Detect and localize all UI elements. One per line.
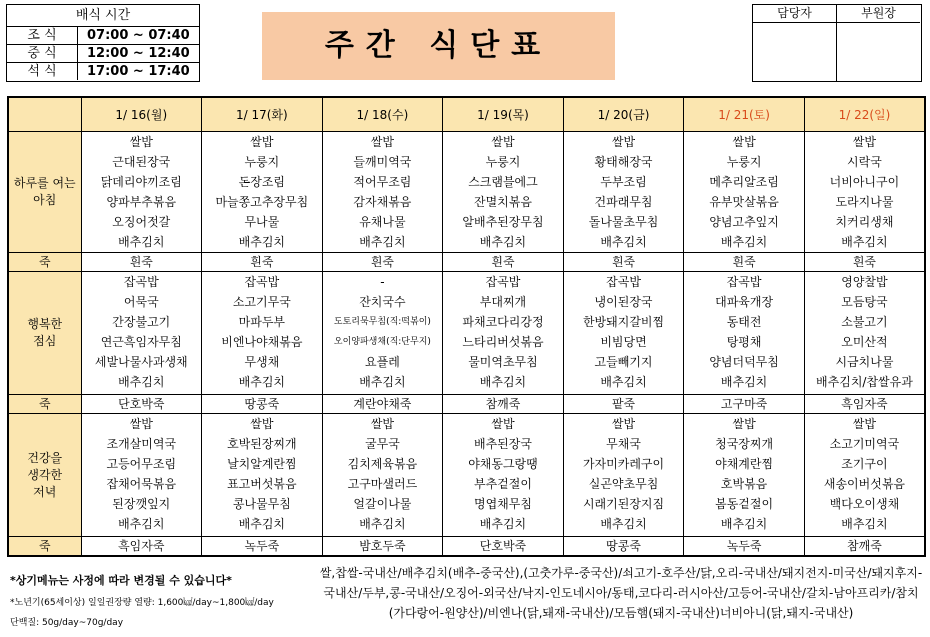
porridge-row [8, 537, 925, 557]
menu-item: 쌀밥 [491, 417, 515, 431]
menu-cell [81, 132, 202, 253]
menu-item: 호박볶음 [720, 477, 768, 491]
menu-item: 백다오이생채 [829, 497, 900, 511]
porridge-cell: 고구마죽 [684, 395, 805, 414]
menu-item: 소불고기 [841, 315, 888, 329]
menu-item: 돈장조림 [238, 175, 286, 189]
porridge-cell: 흰죽 [684, 253, 805, 272]
menu-item: 가자미카레구이 [582, 457, 665, 471]
menu-item: 건파래무침 [594, 195, 653, 209]
menu-item: 닭데리야끼조림 [100, 175, 182, 189]
menu-item: 잡곡밥 [123, 275, 159, 289]
menu-item: 배추김치 [118, 235, 165, 249]
menu-item: 마늘쫑고추장무침 [215, 195, 309, 209]
menu-item: 부추겉절이 [473, 477, 532, 491]
porridge-cell: 흑임자죽 [804, 395, 925, 414]
menu-item: 도라지나물 [835, 195, 894, 209]
menu-item: 오이양파생채(직:단무지) [333, 337, 431, 347]
day-header: 1/ 18(수) [322, 97, 443, 132]
menu-item: 고들빼기지 [594, 355, 653, 369]
porridge-cell: 흰죽 [563, 253, 684, 272]
menu-item: 배추김치 [720, 517, 768, 531]
menu-item: 봄동겉절이 [715, 497, 774, 511]
menu-item: 쌀밥 [732, 135, 756, 149]
day-header: 1/ 22(일) [804, 97, 925, 132]
menu-item: 쌀밥 [250, 135, 274, 149]
serving-label: 중 식 [7, 45, 78, 62]
menu-item: 조기구이 [841, 457, 888, 471]
menu-item: 양념고추잎지 [709, 215, 779, 229]
menu-cell [684, 132, 805, 253]
serving-time: 17:00 ~ 17:40 [87, 64, 190, 79]
menu-item: 청국장찌개 [715, 437, 774, 451]
serving-label: 석 식 [7, 63, 78, 80]
menu-item: 쌀밥 [370, 417, 394, 431]
menu-item: 배추김치 [238, 375, 286, 389]
porridge-label: 죽 [8, 253, 81, 272]
menu-item: 알배추된장무침 [462, 215, 544, 229]
menu-item: 배추김치 [841, 235, 888, 249]
menu-cell [322, 132, 443, 253]
menu-item: - [380, 275, 385, 289]
menu-item: 누룽지 [485, 155, 521, 169]
menu-item: 누룽지 [244, 155, 280, 169]
menu-item: 배추김치 [479, 375, 527, 389]
porridge-cell: 밤호두죽 [322, 537, 443, 557]
menu-item: 잡곡밥 [485, 275, 521, 289]
change-notice: *상기메뉴는 사정에 따라 변경될 수 있습니다* [10, 574, 232, 587]
menu-item: 파채코다리강정 [462, 315, 544, 329]
menu-item: 동태전 [726, 315, 762, 329]
menu-item: 배추김치 [479, 235, 527, 249]
menu-item: 쌀밥 [129, 135, 153, 149]
menu-item: 세발나물사과생채 [94, 355, 188, 369]
porridge-cell: 녹두죽 [684, 537, 805, 557]
origin-info: 쌀,찹쌀-국내산/배추김치(배추-중국산),(고춧가루-중국산)/쇠고기-호주산/닭,오리-국내산/돼지전지-미국산/돼지후지-국내산/두부,콩-국내산/오징어-외국산/낙지-인도네시아/동태,코다리-러시아산/고등어-국내산/갈치-남아프리카/참치(가다랑어-원양산)/비엔나(닭,돼재-국내산)/모듬햄(돼지-국내산)너비아니(닭,돼지-국내산) [319, 566, 923, 620]
menu-item: 소고기미역국 [829, 437, 900, 451]
menu-item: 황태해장국 [594, 155, 653, 169]
menu-item: 도토리묵무침(직:떡볶이) [333, 317, 431, 327]
porridge-cell: 참깨죽 [443, 395, 564, 414]
porridge-row [8, 395, 925, 414]
menu-item: 배추김치 [118, 375, 165, 389]
menu-item: 연근흑임자무침 [100, 335, 182, 349]
serving-time: 07:00 ~ 07:40 [87, 28, 190, 43]
menu-item: 배추김치/찹쌀유과 [816, 375, 913, 389]
menu-cell [684, 414, 805, 537]
menu-item: 배추김치 [600, 235, 647, 249]
menu-cell [684, 272, 805, 395]
menu-item: 양파부추볶음 [106, 195, 177, 209]
menu-item: 잔멸치볶음 [473, 195, 532, 209]
menu-item: 쌀밥 [491, 135, 515, 149]
menu-item: 잡곡밥 [726, 275, 762, 289]
menu-item: 영양찰밥 [841, 275, 888, 289]
menu-item: 콩나물무침 [232, 497, 291, 511]
meal-label: 행복한 점심 [8, 272, 81, 395]
serving-time: 12:00 ~ 12:40 [87, 46, 190, 61]
menu-cell [563, 132, 684, 253]
menu-item: 시락국 [847, 155, 882, 169]
meal-label: 건강을 생각한 저녁 [8, 414, 81, 537]
meal-label: 하루를 여는 아침 [8, 132, 81, 253]
menu-item: 오미산적 [841, 335, 888, 349]
menu-item: 고구마샐러드 [347, 477, 418, 491]
menu-item: 된장깻잎지 [112, 497, 171, 511]
menu-item: 누룽지 [726, 155, 762, 169]
weekly-menu-table [7, 96, 926, 557]
porridge-cell: 단호박죽 [443, 537, 564, 557]
menu-item: 호박된장찌개 [227, 437, 297, 451]
menu-cell [202, 132, 323, 253]
menu-item: 들깨미역국 [353, 155, 412, 169]
porridge-cell: 흰죽 [443, 253, 564, 272]
menu-item: 배추김치 [720, 235, 768, 249]
menu-item: 무나물 [244, 215, 280, 229]
menu-item: 배추김치 [600, 375, 647, 389]
serving-row-dinner [7, 63, 199, 80]
menu-item: 비엔나야채볶음 [221, 335, 303, 349]
menu-item: 잔치국수 [359, 295, 406, 309]
menu-cell [81, 272, 202, 395]
meal-row [8, 272, 925, 395]
menu-item: 새송이버섯볶음 [823, 477, 906, 491]
menu-item: 무생채 [244, 355, 280, 369]
menu-cell [563, 414, 684, 537]
porridge-cell: 녹두죽 [202, 537, 323, 557]
day-header: 1/ 21(토) [684, 97, 805, 132]
menu-item: 물미역초무침 [468, 355, 538, 369]
menu-item: 근대된장국 [112, 155, 171, 169]
menu-item: 스크램블에그 [468, 175, 538, 189]
menu-item: 쌀밥 [129, 417, 153, 431]
menu-item: 잡곡밥 [606, 275, 641, 289]
menu-item: 너비아니구이 [829, 175, 900, 189]
porridge-cell: 단호박죽 [81, 395, 202, 414]
menu-item: 배추된장국 [473, 437, 532, 451]
menu-item: 쌀밥 [852, 135, 877, 149]
menu-item: 시금치나물 [835, 355, 894, 369]
menu-item: 두부조림 [600, 175, 647, 189]
porridge-cell: 참깨죽 [804, 537, 925, 557]
menu-cell [443, 272, 564, 395]
porridge-label: 죽 [8, 537, 81, 557]
menu-cell [322, 272, 443, 395]
menu-item: 오징어젓갈 [112, 215, 171, 229]
menu-item: 배추김치 [238, 517, 286, 531]
approval-header: 담당자 [753, 5, 836, 23]
approval-box [752, 4, 922, 82]
porridge-cell: 흰죽 [804, 253, 925, 272]
porridge-cell: 땅콩죽 [202, 395, 323, 414]
menu-item: 배추김치 [841, 517, 888, 531]
menu-cell [202, 272, 323, 395]
serving-row-breakfast [7, 27, 199, 45]
menu-item: 고등어무조림 [106, 457, 177, 471]
porridge-cell: 흰죽 [322, 253, 443, 272]
menu-item: 명엽채무침 [473, 497, 532, 511]
approval-col-manager [753, 5, 837, 81]
menu-cell [322, 414, 443, 537]
menu-item: 쌀밥 [611, 417, 636, 431]
menu-item: 표고버섯볶음 [227, 477, 297, 491]
energy-recommendation: *노년기(65세이상) 일일권장량 열량: 1,600㎉/day~1,800㎉/day [10, 598, 274, 608]
menu-item: 메추리알조림 [709, 175, 779, 189]
menu-item: 배추김치 [720, 375, 768, 389]
menu-cell [443, 132, 564, 253]
menu-item: 야채동그랑땡 [468, 457, 538, 471]
menu-item: 잡곡밥 [244, 275, 280, 289]
menu-item: 마파두부 [238, 315, 286, 329]
menu-item: 비빔당면 [600, 335, 647, 349]
porridge-cell: 땅콩죽 [563, 537, 684, 557]
menu-item: 유부맛살볶음 [709, 195, 779, 209]
approval-header: 부원장 [837, 5, 920, 23]
porridge-cell: 팥죽 [563, 395, 684, 414]
protein-recommendation: 단백질: 50g/day~70g/day [10, 618, 124, 628]
serving-label: 조 식 [7, 27, 78, 44]
menu-item: 잡채어묵볶음 [106, 477, 177, 491]
menu-item: 실곤약초무침 [588, 477, 659, 491]
day-header-row [8, 97, 925, 132]
day-header: 1/ 17(화) [202, 97, 323, 132]
menu-item: 한방돼지갈비찜 [582, 315, 665, 329]
menu-item: 쌀밥 [852, 417, 877, 431]
menu-cell [81, 414, 202, 537]
meal-row [8, 414, 925, 537]
menu-item: 쌀밥 [250, 417, 274, 431]
day-header: 1/ 16(월) [81, 97, 202, 132]
porridge-cell: 흰죽 [202, 253, 323, 272]
menu-item: 부대찌개 [479, 295, 527, 309]
menu-item: 간장불고기 [112, 315, 171, 329]
menu-item: 배추김치 [479, 517, 527, 531]
menu-item: 배추김치 [359, 235, 406, 249]
approval-col-director [837, 5, 920, 81]
menu-item: 배추김치 [359, 375, 406, 389]
menu-item: 배추김치 [238, 235, 286, 249]
menu-item: 무채국 [606, 437, 641, 451]
menu-item: 감자채볶음 [353, 195, 412, 209]
menu-item: 느타리버섯볶음 [462, 335, 544, 349]
meal-row [8, 132, 925, 253]
menu-item: 냉이된장국 [594, 295, 653, 309]
menu-item: 김치제육볶음 [347, 457, 418, 471]
menu-item: 유채나물 [359, 215, 406, 229]
menu-item: 야채계란찜 [715, 457, 774, 471]
menu-item: 얼갈이나물 [353, 497, 412, 511]
porridge-cell: 계란야채죽 [322, 395, 443, 414]
porridge-label: 죽 [8, 395, 81, 414]
menu-item: 굴무국 [365, 437, 400, 451]
menu-item: 배추김치 [600, 517, 647, 531]
menu-item: 어묵국 [123, 295, 159, 309]
serving-times-box [6, 4, 200, 82]
porridge-cell: 흑임자죽 [81, 537, 202, 557]
menu-item: 모듬탕국 [841, 295, 888, 309]
menu-item: 양념더덕무침 [709, 355, 779, 369]
menu-item: 소고기무국 [232, 295, 291, 309]
porridge-cell: 흰죽 [81, 253, 202, 272]
menu-cell [804, 132, 925, 253]
day-header: 1/ 19(목) [443, 97, 564, 132]
porridge-row [8, 253, 925, 272]
menu-item: 쌀밥 [370, 135, 394, 149]
menu-cell [202, 414, 323, 537]
menu-item: 쌀밥 [611, 135, 636, 149]
menu-item: 조개살미역국 [106, 437, 177, 451]
day-header: 1/ 20(금) [563, 97, 684, 132]
menu-cell [443, 414, 564, 537]
menu-cell [804, 272, 925, 395]
menu-item: 탕평채 [726, 335, 762, 349]
corner-cell [8, 97, 81, 132]
menu-cell [804, 414, 925, 537]
menu-item: 요플레 [365, 355, 400, 369]
menu-item: 쌀밥 [732, 417, 756, 431]
menu-cell [563, 272, 684, 395]
menu-item: 배추김치 [359, 517, 406, 531]
menu-item: 적어무조림 [353, 175, 412, 189]
menu-item: 치커리생채 [835, 215, 894, 229]
menu-item: 시래기된장지짐 [582, 497, 665, 511]
serving-row-lunch [7, 45, 199, 63]
menu-item: 배추김치 [118, 517, 165, 531]
menu-item: 날치알계란찜 [227, 457, 297, 471]
menu-item: 돌나물초무침 [588, 215, 659, 229]
page-title: 주간 식단표 [262, 12, 615, 80]
serving-times-header: 배식 시간 [7, 5, 199, 27]
menu-item: 대파육개장 [715, 295, 774, 309]
